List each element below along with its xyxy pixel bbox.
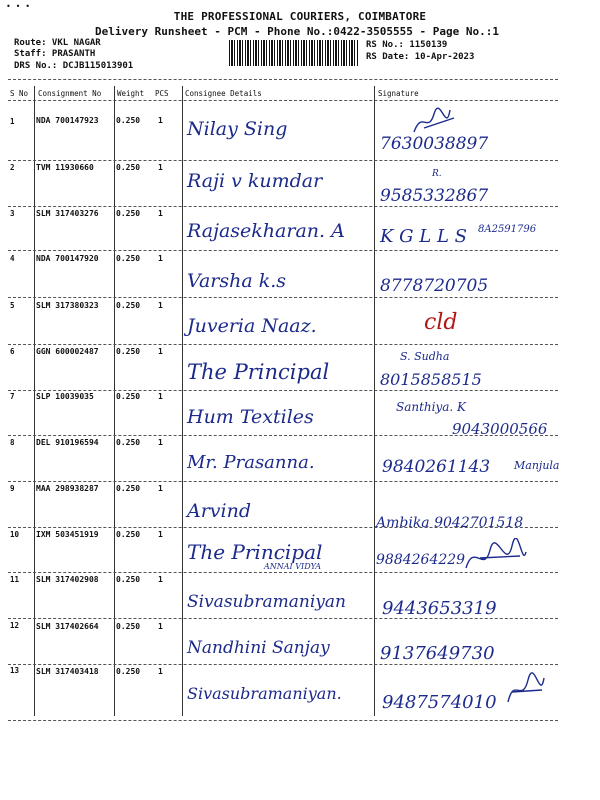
weight-value: 0.250 <box>116 209 141 218</box>
row-sno: 7 <box>10 392 15 401</box>
signature-phone: 8015858515 <box>380 370 482 389</box>
header-rule <box>8 100 558 101</box>
corner-marks: • • • <box>6 2 31 11</box>
consignment-number: SLP 10039035 <box>36 392 94 401</box>
row-rule <box>8 664 558 665</box>
col-sno: S No <box>10 89 29 98</box>
drs-number: DRS No.: DCJB115013901 <box>14 61 134 71</box>
staff-label: Staff: PRASANTH <box>14 49 96 59</box>
weight-value: 0.250 <box>116 301 141 310</box>
row-rule <box>8 160 558 161</box>
signature-note: 8A2591796 <box>478 224 537 235</box>
pcs-value: 1 <box>158 254 163 263</box>
consignment-number: DEL 910196594 <box>36 438 99 447</box>
consignee-name: Nilay Sing <box>187 118 288 140</box>
signature-scribble <box>500 670 550 710</box>
weight-value: 0.250 <box>116 667 141 676</box>
weight-value: 0.250 <box>116 347 141 356</box>
consignee-name: Raji v kumdar <box>187 170 323 192</box>
column-divider <box>34 86 35 716</box>
weight-value: 0.250 <box>116 438 141 447</box>
signature-scribble <box>460 538 530 578</box>
consignment-number: TVM 11930660 <box>36 163 94 172</box>
pcs-value: 1 <box>158 116 163 125</box>
consignment-number: NDA 700147920 <box>36 254 99 263</box>
consignment-number: NDA 700147923 <box>36 116 99 125</box>
weight-value: 0.250 <box>116 622 141 631</box>
signature-phone: 9840261143 <box>382 457 491 477</box>
consignment-number: SLM 317380323 <box>36 301 99 310</box>
consignment-number: MAA 298938287 <box>36 484 99 493</box>
signature-phone: 7630038897 <box>380 134 489 154</box>
row-sno: 6 <box>10 347 15 356</box>
signature-scribble <box>410 104 460 140</box>
row-sno: 11 <box>10 575 20 584</box>
pcs-value: 1 <box>158 667 163 676</box>
row-sno: 3 <box>10 209 15 218</box>
column-divider <box>374 86 375 716</box>
weight-value: 0.250 <box>116 392 141 401</box>
signature-note: Manjula <box>514 459 560 472</box>
row-sno: 10 <box>10 530 20 539</box>
signature-phone: 9137649730 <box>380 643 495 664</box>
pcs-value: 1 <box>158 209 163 218</box>
row-sno: 12 <box>10 621 20 630</box>
row-sno: 1 <box>10 117 15 126</box>
signature-initials: K G L L S <box>380 226 467 247</box>
weight-value: 0.250 <box>116 575 141 584</box>
consignee-name: Varsha k.s <box>187 270 287 292</box>
pcs-value: 1 <box>158 392 163 401</box>
signature-phone: 9585332867 <box>380 186 489 206</box>
runsheet-subtitle: Delivery Runsheet - PCM - Phone No.:0422-3505555 - Page No.:1 <box>95 25 499 38</box>
row-sno: 5 <box>10 301 15 310</box>
row-sno: 8 <box>10 438 15 447</box>
row-rule <box>8 720 558 721</box>
row-rule <box>8 390 558 391</box>
consignee-name: Hum Textiles <box>187 406 314 428</box>
consignee-name: Sivasubramaniyan. <box>187 684 342 703</box>
consignee-name: Mr. Prasanna. <box>187 452 315 473</box>
pcs-value: 1 <box>158 530 163 539</box>
column-divider <box>114 86 115 716</box>
route-label: Route: VKL NAGAR <box>14 38 101 48</box>
col-consignee: Consignee Details <box>185 89 262 98</box>
signature-mark: cld <box>424 310 458 335</box>
signature-phone: 8778720705 <box>380 276 489 296</box>
weight-value: 0.250 <box>116 254 141 263</box>
weight-value: 0.250 <box>116 484 141 493</box>
signature-note: ANNAI VIDYA <box>264 562 322 571</box>
pcs-value: 1 <box>158 301 163 310</box>
pcs-value: 1 <box>158 484 163 493</box>
consignee-name: Rajasekharan. A <box>187 220 345 242</box>
signature-phone: 9443653319 <box>382 598 497 619</box>
col-weight: Weight <box>117 89 145 98</box>
consignee-name: The Principal <box>187 360 330 384</box>
signature-note: R. <box>432 169 442 179</box>
weight-value: 0.250 <box>116 116 141 125</box>
signature-phone: 9884264229 <box>376 552 466 568</box>
document-title: THE PROFESSIONAL COURIERS, COIMBATORE <box>173 10 427 23</box>
signature-phone: 9043000566 <box>452 420 548 438</box>
row-rule <box>8 297 558 298</box>
row-rule <box>8 344 558 345</box>
consignment-number: SLM 317403418 <box>36 667 99 676</box>
col-pcs: PCS <box>155 89 169 98</box>
row-sno: 9 <box>10 484 15 493</box>
row-rule <box>8 250 558 251</box>
consignment-number: IXM 503451919 <box>36 530 99 539</box>
consignee-name: Juveria Naaz. <box>187 315 317 337</box>
consignment-number: SLM 317402664 <box>36 622 99 631</box>
row-sno: 4 <box>10 254 15 263</box>
consignee-name: Arvind <box>187 500 252 522</box>
consignment-number: SLM 317403276 <box>36 209 99 218</box>
signature-phone: Ambika 9042701518 <box>376 515 524 531</box>
rs-date: RS Date: 10-Apr-2023 <box>366 52 475 62</box>
signature-phone: 9487574010 <box>382 692 497 713</box>
row-sno: 13 <box>10 666 20 675</box>
row-sno: 2 <box>10 163 15 172</box>
row-rule <box>8 481 558 482</box>
weight-value: 0.250 <box>116 163 141 172</box>
consignee-name: Nandhini Sanjay <box>187 638 330 658</box>
col-signature: Signature <box>378 89 419 98</box>
consignment-number: GGN 600002487 <box>36 347 99 356</box>
pcs-value: 1 <box>158 347 163 356</box>
col-consignment: Consignment No <box>38 89 102 98</box>
consignee-name: The Principal <box>187 540 323 564</box>
pcs-value: 1 <box>158 575 163 584</box>
rs-number: RS No.: 1150139 <box>366 40 448 50</box>
weight-value: 0.250 <box>116 530 141 539</box>
pcs-value: 1 <box>158 163 163 172</box>
barcode <box>229 40 359 66</box>
consignee-name: Sivasubramaniyan <box>187 592 346 612</box>
consignment-number: SLM 317402908 <box>36 575 99 584</box>
signature-note: S. Sudha <box>400 350 450 363</box>
row-rule <box>8 206 558 207</box>
signature-note: Santhiya. K <box>396 400 467 414</box>
pcs-value: 1 <box>158 622 163 631</box>
table-top-rule <box>8 79 558 80</box>
pcs-value: 1 <box>158 438 163 447</box>
column-divider <box>182 86 183 716</box>
